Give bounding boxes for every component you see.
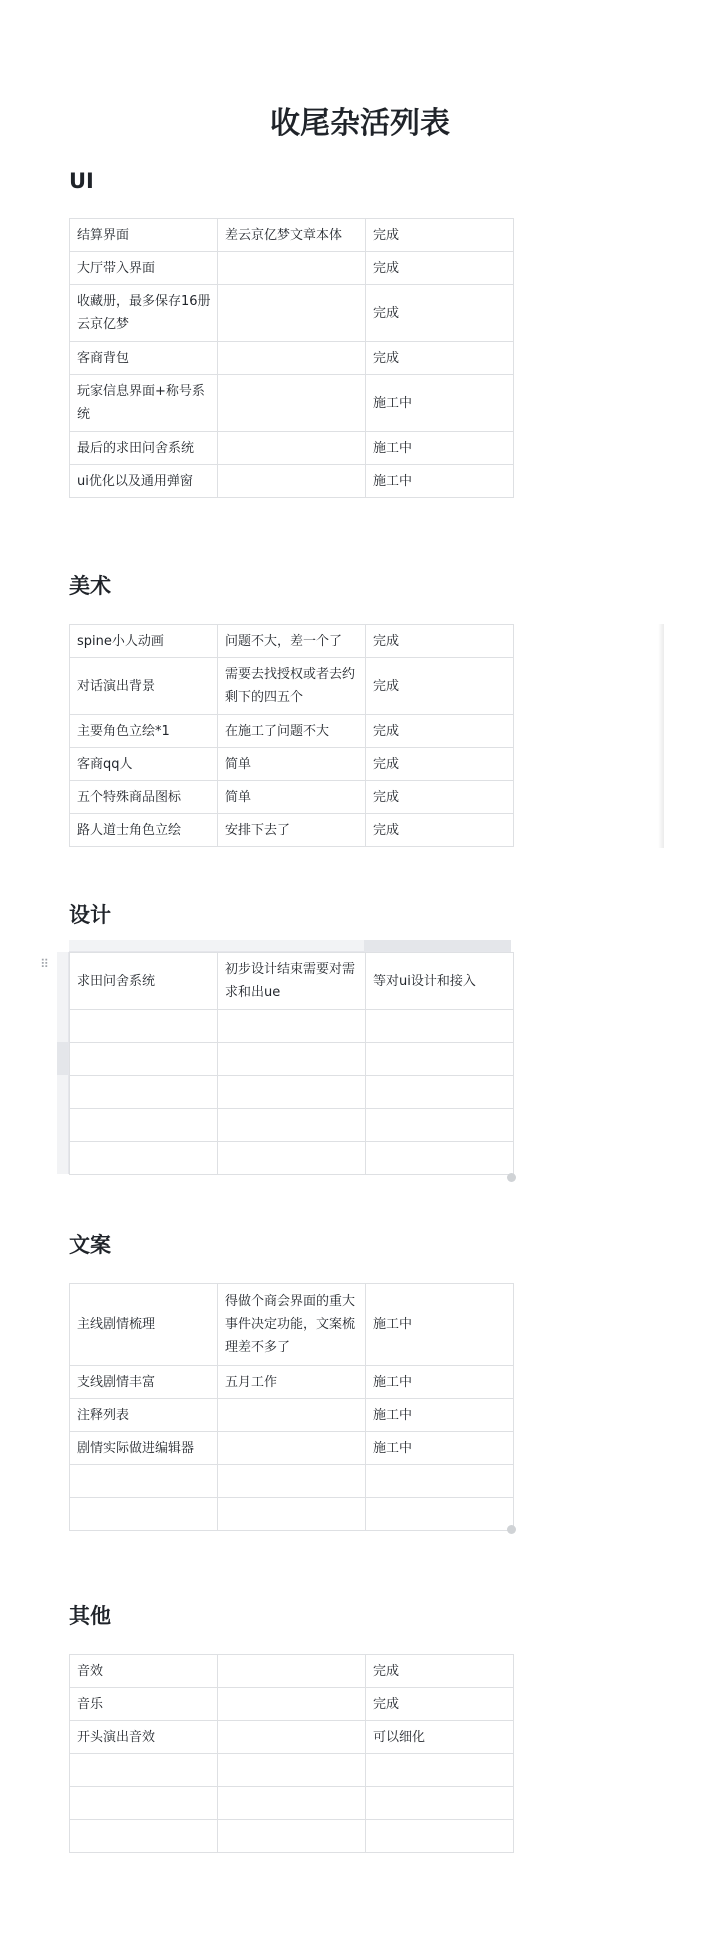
table-row [70,1498,514,1531]
table-cell[interactable] [218,1432,366,1465]
row-selector[interactable] [57,1009,69,1042]
drag-handle-icon[interactable]: ⠿ [40,957,48,971]
table-cell[interactable] [70,1498,218,1531]
table-cell[interactable] [70,1820,218,1853]
table-cell[interactable]: 完成 [366,748,514,781]
table-cell[interactable] [218,1721,366,1754]
table-cell[interactable]: 大厅带入界面 [70,252,218,285]
column-selector[interactable] [364,940,511,952]
table-cell[interactable]: 差云京亿梦文章本体 [218,219,366,252]
table-cell[interactable]: 完成 [366,658,514,715]
table-row [70,1721,514,1754]
table-row [70,1432,514,1465]
table-row [70,432,514,465]
table-cell[interactable] [70,1109,218,1142]
section-art [69,571,111,601]
table-cell[interactable]: 对话演出背景 [70,658,218,715]
table-row [70,625,514,658]
table-cell[interactable] [218,1754,366,1787]
table-cell[interactable]: 完成 [366,781,514,814]
table-cell[interactable]: 等对ui设计和接入 [366,953,514,1010]
table-row [70,465,514,498]
table-cell[interactable]: 可以细化 [366,1721,514,1754]
table-row [70,658,514,715]
table-cell[interactable]: 收藏册，最多保存16册云京亿梦 [70,285,218,342]
table-cell[interactable]: 施工中 [366,1432,514,1465]
table-row [70,953,514,1010]
table-row [70,1142,514,1175]
section-heading[interactable]: 美术 [69,574,111,598]
table-row [70,814,514,847]
table-cell[interactable]: 完成 [366,1655,514,1688]
table-cell[interactable]: 音乐 [70,1688,218,1721]
table-row [70,1109,514,1142]
table-resize-handle[interactable] [507,1173,516,1182]
row-selector[interactable] [57,1108,69,1141]
table-row [70,1655,514,1688]
table-cell[interactable] [70,1754,218,1787]
document-title: 收尾杂活列表 [270,106,450,141]
table-cell[interactable]: 完成 [366,715,514,748]
table-row [70,219,514,252]
table-cell[interactable]: 支线剧情丰富 [70,1366,218,1399]
table-cell[interactable] [218,1688,366,1721]
table-cell[interactable]: 施工中 [366,375,514,432]
table-cell[interactable]: ui优化以及通用弹窗 [70,465,218,498]
table-cell[interactable] [366,1043,514,1076]
table-scroll-shadow [658,624,664,848]
table-cell[interactable] [218,342,366,375]
table-cell[interactable] [218,1820,366,1853]
table-cell[interactable] [70,1142,218,1175]
table [69,218,514,498]
table-other [69,1654,514,1853]
table-cell[interactable]: 完成 [366,285,514,342]
table-cell[interactable] [70,1787,218,1820]
table-row [70,1820,514,1853]
table-cell[interactable] [218,1010,366,1043]
table-row [70,285,514,342]
table-cell[interactable] [218,1655,366,1688]
table-cell[interactable]: 简单 [218,781,366,814]
table-cell[interactable]: 得做个商会界面的重大事件决定功能，文案梳理差不多了 [218,1284,366,1366]
section-heading[interactable]: UI [69,169,94,193]
table-cell[interactable]: 求田问舍系统 [70,953,218,1010]
table-art [69,624,514,847]
table-row [70,1399,514,1432]
table-cell[interactable]: 完成 [366,252,514,285]
table-cell[interactable] [366,1820,514,1853]
table-cell[interactable]: 玩家信息界面+称号系统 [70,375,218,432]
table-cell[interactable]: 在施工了问题不大 [218,715,366,748]
table-cell[interactable]: 施工中 [366,1284,514,1366]
row-selector[interactable] [57,1042,69,1075]
table-cell[interactable] [366,1498,514,1531]
table-cell[interactable] [218,375,366,432]
table-cell[interactable] [70,1010,218,1043]
table-cell[interactable] [70,1043,218,1076]
table-row [70,342,514,375]
table-cell[interactable]: 施工中 [366,465,514,498]
table-row [70,1465,514,1498]
table-cell[interactable]: 完成 [366,814,514,847]
table-cell[interactable] [218,252,366,285]
table-row [70,1366,514,1399]
section-heading[interactable]: 其他 [69,1604,111,1628]
table [69,1654,514,1853]
table-cell[interactable]: 注释列表 [70,1399,218,1432]
table-cell[interactable]: 施工中 [366,1399,514,1432]
table-row [70,1688,514,1721]
table-cell[interactable]: 剧情实际做进编辑器 [70,1432,218,1465]
table-cell[interactable]: 安排下去了 [218,814,366,847]
table-cell[interactable]: 客商qq人 [70,748,218,781]
table-cell[interactable] [218,1109,366,1142]
table-cell[interactable] [218,1043,366,1076]
table-cell[interactable] [218,465,366,498]
table-cell[interactable] [366,1754,514,1787]
table-cell[interactable]: 主线剧情梳理 [70,1284,218,1366]
table-resize-handle[interactable] [507,1525,516,1534]
table-cell[interactable] [70,1465,218,1498]
table-cell[interactable]: 完成 [366,625,514,658]
table-ui [69,218,514,498]
table-copywriting [69,1283,514,1531]
table-cell[interactable]: 主要角色立绘*1 [70,715,218,748]
table-row [70,1076,514,1109]
table-row [70,1787,514,1820]
table-cell[interactable] [366,1109,514,1142]
table-cell[interactable]: 简单 [218,748,366,781]
row-selector[interactable] [57,952,69,1009]
table-cell[interactable] [70,1076,218,1109]
table-cell[interactable]: 施工中 [366,1366,514,1399]
column-selector[interactable] [69,940,217,952]
table-cell[interactable]: 五个特殊商品图标 [70,781,218,814]
column-selector[interactable] [217,940,364,952]
table-cell[interactable]: 需要去找授权或者去约剩下的四五个 [218,658,366,715]
table-cell[interactable] [218,1142,366,1175]
row-selector[interactable] [57,1075,69,1108]
row-selector[interactable] [57,1141,69,1174]
table [69,624,514,847]
section-copywriting [69,1230,111,1260]
table-cell[interactable]: spine小人动画 [70,625,218,658]
table-cell[interactable] [366,1787,514,1820]
table-cell[interactable]: 问题不大，差一个了 [218,625,366,658]
table-row [70,715,514,748]
table-design [69,952,514,1175]
table-cell[interactable]: 完成 [366,342,514,375]
table-cell[interactable] [218,1399,366,1432]
table-row [70,1284,514,1366]
table-cell[interactable] [218,1787,366,1820]
table [69,952,514,1175]
table-cell[interactable] [218,432,366,465]
table-cell[interactable]: 结算界面 [70,219,218,252]
table-cell[interactable] [366,1465,514,1498]
table-row [70,375,514,432]
table-cell[interactable] [218,1498,366,1531]
table-cell[interactable] [366,1010,514,1043]
table-cell[interactable]: 五月工作 [218,1366,366,1399]
table [69,1283,514,1531]
table-cell[interactable]: 音效 [70,1655,218,1688]
table-cell[interactable] [218,285,366,342]
table-row [70,252,514,285]
table-cell[interactable]: 最后的求田问舍系统 [70,432,218,465]
table-cell[interactable]: 完成 [366,1688,514,1721]
table-cell[interactable] [218,1076,366,1109]
table-row [70,748,514,781]
table-cell[interactable]: 路人道士角色立绘 [70,814,218,847]
table-row [70,1043,514,1076]
table-cell[interactable]: 完成 [366,219,514,252]
section-other [69,1601,111,1631]
table-row [70,781,514,814]
section-heading[interactable]: 文案 [69,1233,111,1257]
table-cell[interactable] [366,1076,514,1109]
table-row [70,1754,514,1787]
table-cell[interactable] [366,1142,514,1175]
table-cell[interactable]: 开头演出音效 [70,1721,218,1754]
table-cell[interactable] [218,1465,366,1498]
section-ui [69,166,94,196]
section-heading[interactable]: 设计 [69,903,111,927]
table-cell[interactable]: 客商背包 [70,342,218,375]
table-cell[interactable]: 初步设计结束需要对需求和出ue [218,953,366,1010]
section-design [69,900,111,930]
table-cell[interactable]: 施工中 [366,432,514,465]
table-row [70,1010,514,1043]
